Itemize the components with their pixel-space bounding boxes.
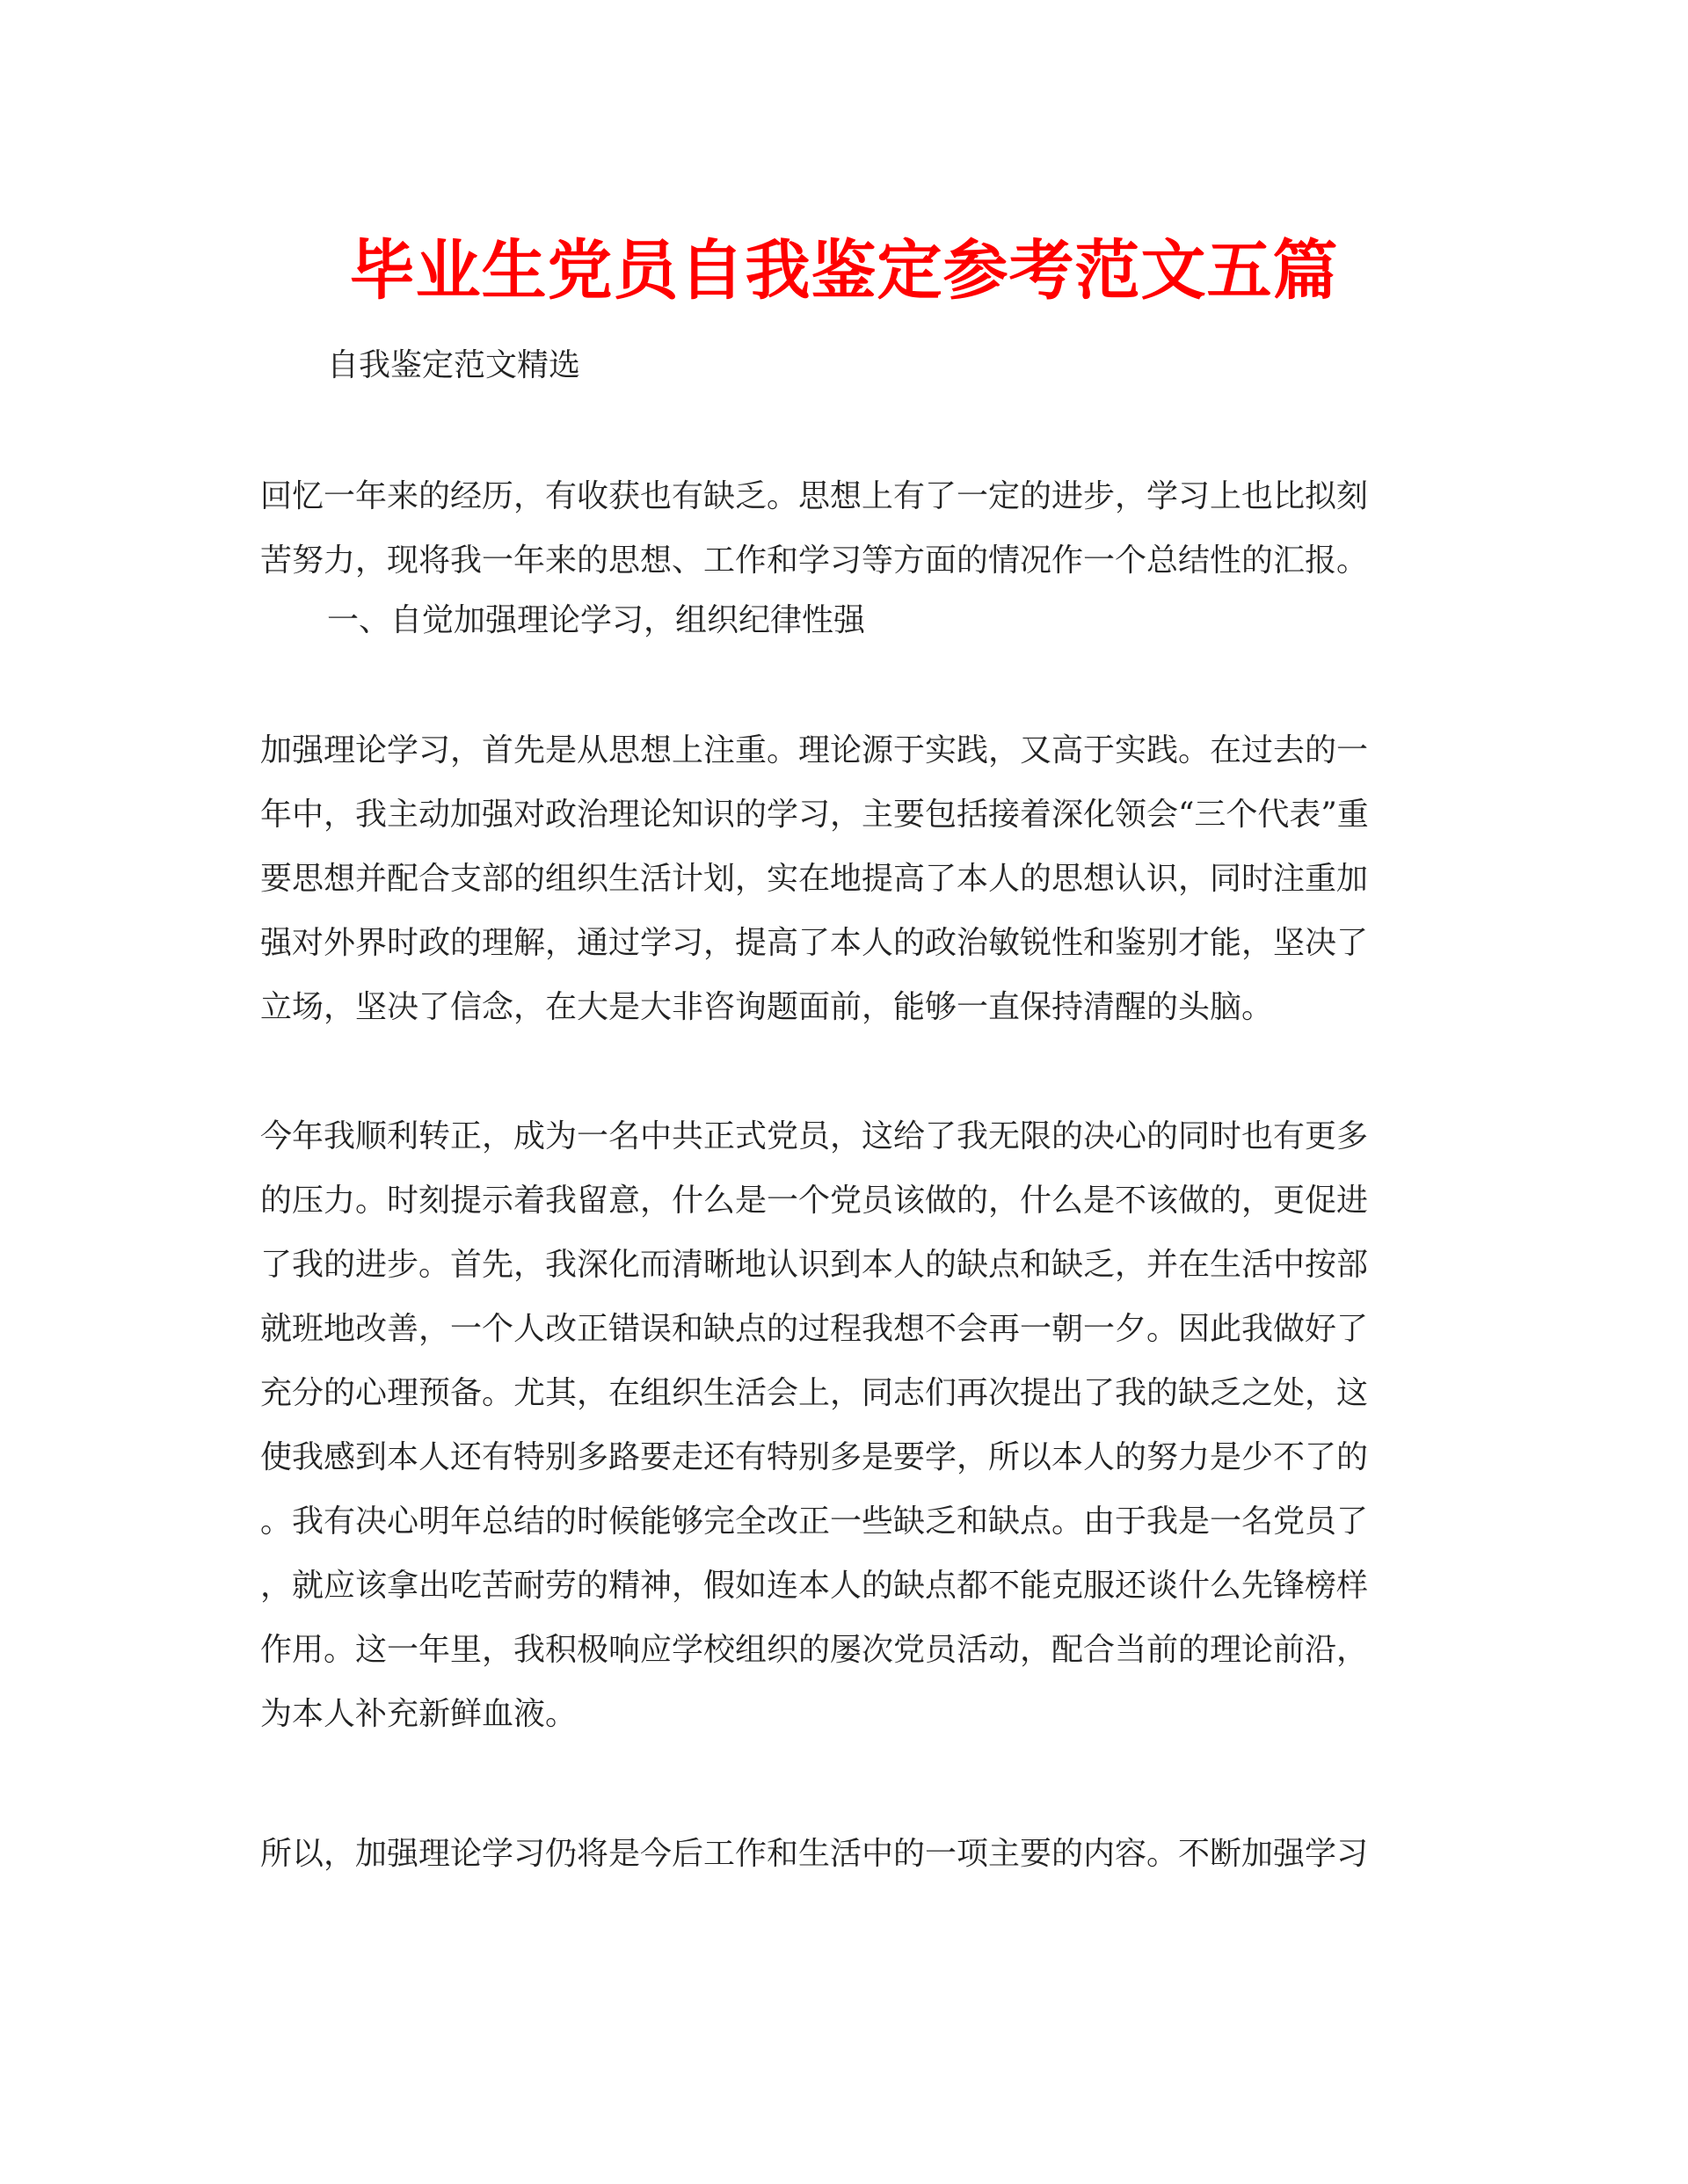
- paragraph-line: 苦努力，现将我一年来的思想、工作和学习等方面的情况作一个总结性的汇报。: [260, 542, 1369, 579]
- document-title: 毕业生党员自我鉴定参考范文五篇: [349, 233, 1339, 309]
- paragraph-line: 要思想并配合支部的组织生活计划，实在地提高了本人的思想认识，同时注重加: [260, 861, 1369, 897]
- paragraph-line: 为本人补充新鲜血液。: [260, 1696, 578, 1732]
- paragraph-line: 所以，加强理论学习仍将是今后工作和生活中的一项主要的内容。不断加强学习: [260, 1836, 1369, 1872]
- paragraph-line: 今年我顺利转正，成为一名中共正式党员，这给了我无限的决心的同时也有更多: [260, 1118, 1369, 1154]
- paragraph-line: 。我有决心明年总结的时候能够完全改正一些缺乏和缺点。由于我是一名党员了: [260, 1503, 1369, 1540]
- paragraph-line: 就班地改善，一个人改正错误和缺点的过程我想不会再一朝一夕。因此我做好了: [260, 1311, 1369, 1347]
- paragraph-theory-study: [260, 718, 1430, 1039]
- section-heading: 一、自觉加强理论学习，组织纪律性强: [327, 602, 866, 638]
- paragraph-line: 的压力。时刻提示着我留意，什么是一个党员该做的，什么是不该做的，更促进: [260, 1183, 1369, 1219]
- paragraph-line: 作用。这一年里，我积极响应学校组织的屡次党员活动，配合当前的理论前沿，: [260, 1632, 1369, 1668]
- paragraph-line: 充分的心理预备。尤其，在组织生活会上，同志们再次提出了我的缺乏之处，这: [260, 1375, 1369, 1411]
- paragraph-line: 回忆一年来的经历，有收获也有缺乏。思想上有了一定的进步，学习上也比拟刻: [260, 478, 1369, 514]
- paragraph-line: 使我感到本人还有特别多路要走还有特别多是要学，所以本人的努力是少不了的: [260, 1439, 1369, 1475]
- paragraph-intro: [260, 464, 1430, 593]
- paragraph-line: ，就应该拿出吃苦耐劳的精神，假如连本人的缺点都不能克服还谈什么先锋榜样: [260, 1568, 1369, 1604]
- paragraph-line: 强对外界时政的理解，通过学习，提高了本人的政治敏锐性和鉴别才能，坚决了: [260, 925, 1369, 961]
- paragraph-full-member: [260, 1104, 1430, 1746]
- document-subtitle: 自我鉴定范文精选: [327, 347, 581, 383]
- paragraph-line: 加强理论学习，首先是从思想上注重。理论源于实践，又高于实践。在过去的一: [260, 732, 1369, 768]
- paragraph-line: 了我的进步。首先，我深化而清晰地认识到本人的缺点和缺乏，并在生活中按部: [260, 1247, 1369, 1283]
- paragraph-line: 年中，我主动加强对政治理论知识的学习，主要包括接着深化领会“三个代表”重: [260, 797, 1369, 833]
- paragraph-conclusion: [260, 1822, 1430, 1886]
- paragraph-line: 立场，坚决了信念，在大是大非咨询题面前，能够一直保持清醒的头脑。: [260, 989, 1274, 1025]
